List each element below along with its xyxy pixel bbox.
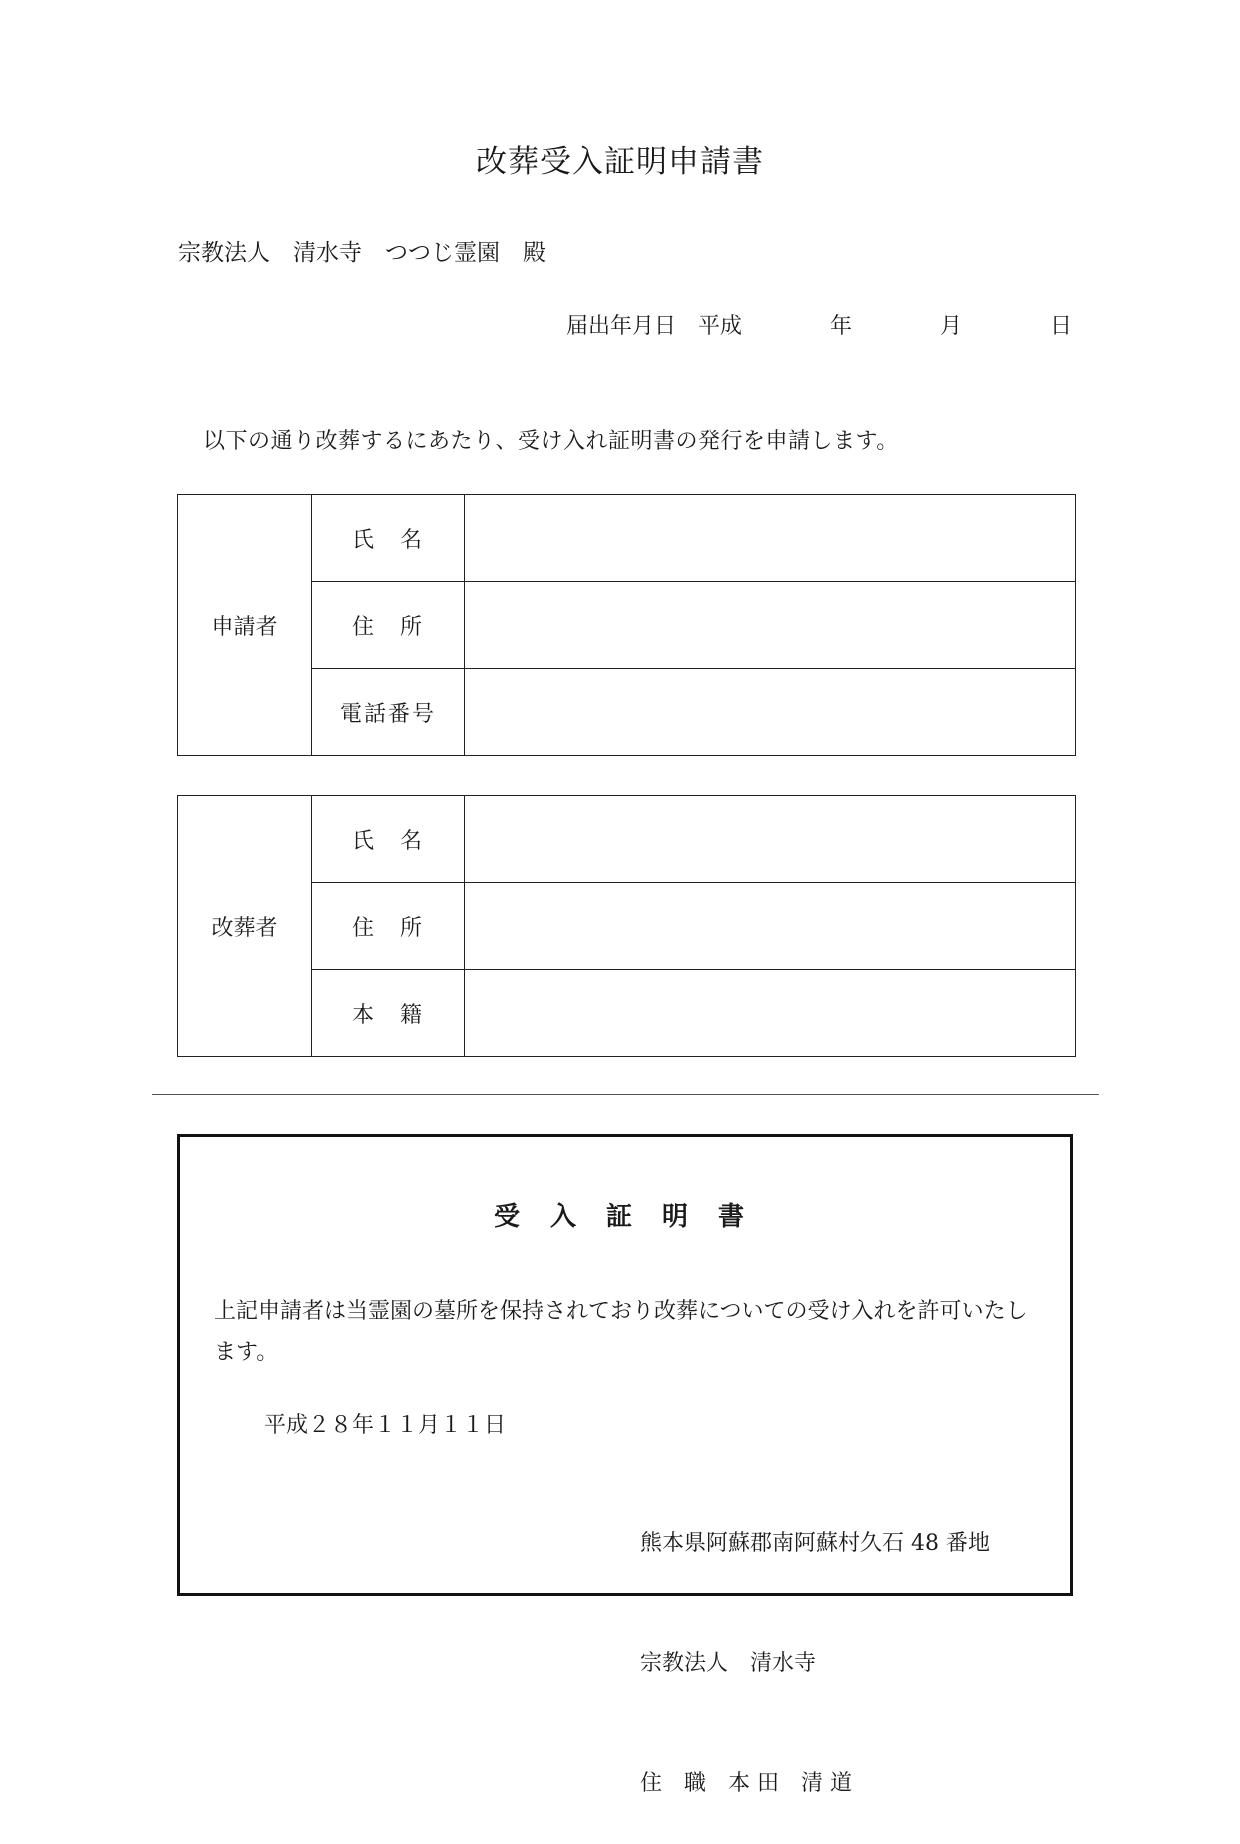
certificate-title: 受 入 証 明 書 — [493, 1202, 746, 1232]
reburial-domicile-label: 本 籍 — [312, 970, 465, 1057]
certificate-signature-block — [640, 1444, 990, 1844]
reburial-name-label: 氏 名 — [312, 796, 465, 883]
certificate-body: 上記申請者は当霊園の墓所を保持されており改葬についての受け入れを許可いたします。 — [214, 1299, 1028, 1365]
applicant-address-label: 住 所 — [312, 582, 465, 669]
applicant-phone-field[interactable] — [465, 669, 1076, 756]
certificate-date: 平成２８年１１月１１日 — [264, 1413, 507, 1438]
reburial-name-field[interactable] — [465, 796, 1076, 883]
submission-date-line: 届出年月日 平成 年 月 日 — [566, 314, 1073, 339]
chief-priest: 住 職 本 田 清 道 — [640, 1771, 852, 1796]
reburial-address-field[interactable] — [465, 883, 1076, 970]
reburial-table — [177, 795, 1076, 1057]
reburial-group-label: 改葬者 — [178, 796, 312, 1057]
temple-organization: 宗教法人 清水寺 — [640, 1651, 817, 1676]
reburial-domicile-field[interactable] — [465, 970, 1076, 1057]
addressee: 宗教法人 清水寺 つつじ霊園 殿 — [178, 240, 546, 266]
applicant-table — [177, 494, 1076, 756]
applicant-group-label: 申請者 — [178, 495, 312, 756]
temple-address: 熊本県阿蘇郡南阿蘇村久石 48 番地 — [640, 1531, 990, 1556]
applicant-name-label: 氏 名 — [312, 495, 465, 582]
applicant-name-field[interactable] — [465, 495, 1076, 582]
applicant-phone-label: 電話番号 — [312, 669, 465, 756]
document-title: 改葬受入証明申請書 — [476, 144, 764, 180]
intro-text: 以下の通り改葬するにあたり、受け入れ証明書の発行を申請します。 — [203, 429, 899, 454]
section-divider — [152, 1094, 1099, 1095]
applicant-address-field[interactable] — [465, 582, 1076, 669]
reburial-address-label: 住 所 — [312, 883, 465, 970]
